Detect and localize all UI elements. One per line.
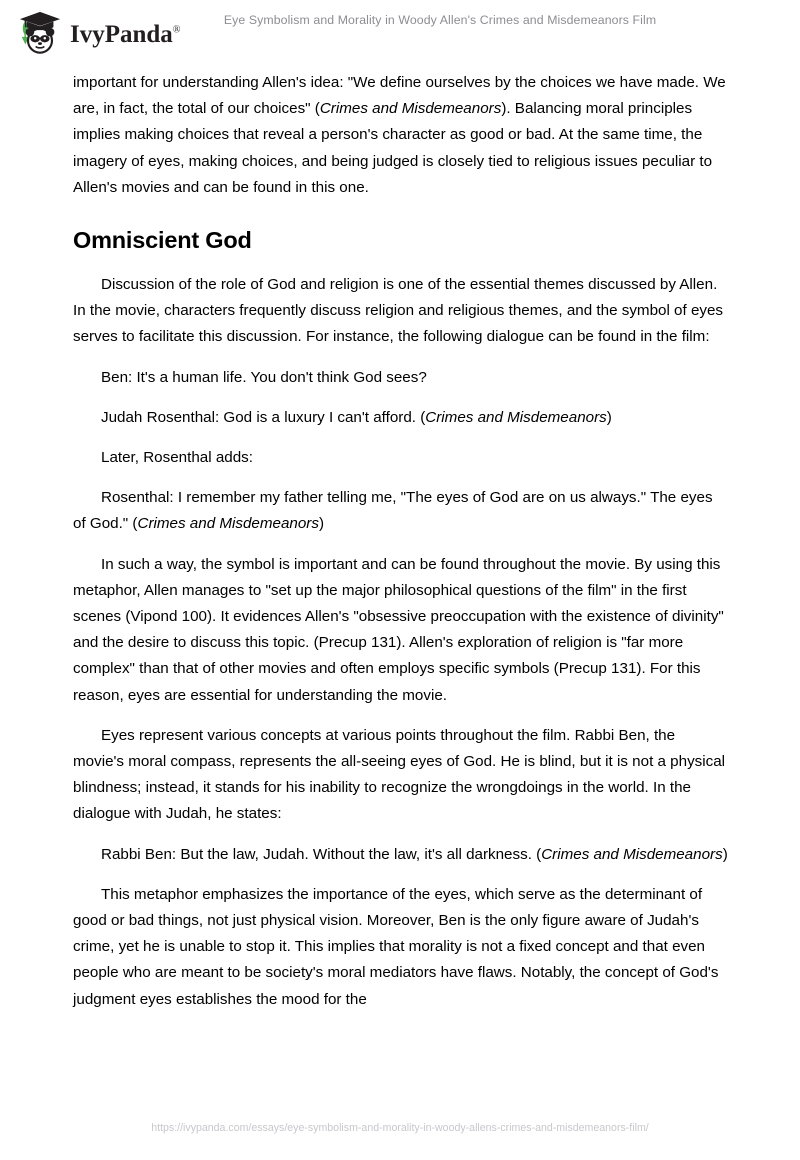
film-title-italic: Crimes and Misdemeanors	[541, 845, 723, 863]
dialogue-quote-rosenthal	[73, 485, 728, 537]
section-heading-omniscient-god: Omniscient God	[73, 227, 252, 254]
quote-text-part-b: )	[722, 845, 728, 863]
quote-text-part-b: )	[606, 408, 612, 426]
dialogue-quote-ben: Ben: It's a human life. You don't think God sees?	[101, 368, 427, 386]
paragraph-symbol-importance: In such a way, the symbol is important and can be found throughout the movie. By using this metaphor, Allen manages to "set up the major philosophical questions of the film" in the first scenes (Vipond 100). It evidences Allen's "obsessive preoccupation with the existence of divinity" and the desire to discuss this topic. (Precup 131). Allen's exploration of religion is "far more complex" than that of other movies and often employs specific symbols (Precup 131). For this reason, eyes are essential for understanding the movie.	[73, 555, 724, 704]
document-running-title: Eye Symbolism and Morality in Woody Allen's Crimes and Misdemeanors Film	[223, 13, 657, 27]
dialogue-quote-judah	[73, 405, 728, 431]
film-title-italic: Crimes and Misdemeanors	[425, 408, 607, 426]
dialogue-lead-in: Later, Rosenthal adds:	[101, 449, 253, 467]
quote-text-part-a: Rabbi Ben: But the law, Judah. Without the law, it's all darkness. (	[101, 845, 542, 863]
brand-name-text: IvyPanda	[70, 20, 173, 48]
paragraph-text-part-a: important for understanding Allen's idea: "We define ourselves by the choices we have made. We are, in fact, the total of our choices" (	[73, 74, 726, 118]
page-footer	[0, 1122, 800, 1134]
document-body	[73, 70, 728, 1027]
paragraph-text-part-b: ). Balancing moral principles implies making choices that reveal a person's character as good or bad. At the same time, the imagery of eyes, making choices, and being judged is closely tied to religious issues peculiar to Allen's movies and can be found in this one.	[73, 100, 713, 196]
paragraph-eyes-represent: Eyes represent various concepts at various points throughout the film. Rabbi Ben, the movie's moral compass, represents the all-seeing eyes of God. He is blind, but it is not a physical blindness; instead, it stands for his inability to recognize the wrongdoings in the world. In the dialogue with Judah, he states:	[73, 726, 726, 823]
quote-text-part-b: )	[318, 515, 325, 533]
quote-text-part-a: Judah Rosenthal: God is a luxury I can't afford. (	[101, 408, 426, 426]
paragraph-continuation	[73, 70, 728, 201]
quote-text-part-a: Rosenthal: I remember my father telling me, "The eyes of God are on us always." The eyes of God." (	[73, 489, 713, 533]
source-url-link[interactable]: https://ivypanda.com/essays/eye-symbolism-and-morality-in-woody-allens-crimes-and-misdemeanors-film/	[151, 1122, 649, 1134]
paragraph-discussion-of-god: Discussion of the role of God and religion is one of the essential themes discussed by Allen. In the movie, characters frequently discuss religion and religious themes, and the symbol of eyes serves to facilitate this discussion. For instance, the following dialogue can be found in the film:	[73, 276, 724, 346]
page-header	[0, 0, 800, 62]
film-title-italic: Crimes and Misdemeanors	[137, 515, 319, 533]
paragraph-metaphor-emphasis: This metaphor emphasizes the importance of the eyes, which serve as the determinant of good or bad things, not just physical vision. Moreover, Ben is the only figure aware of Judah's crime, yet he is unable to stop it. This implies that morality is not a fixed concept and that even people who are meant to be society's moral mediators have flaws. Notably, the concept of God's judgment eyes establishes the mood for the	[73, 885, 719, 1008]
film-title-italic: Crimes and Misdemeanors	[319, 100, 502, 118]
trademark-symbol: ®	[172, 24, 181, 36]
dialogue-quote-rabbi-ben	[73, 842, 728, 868]
